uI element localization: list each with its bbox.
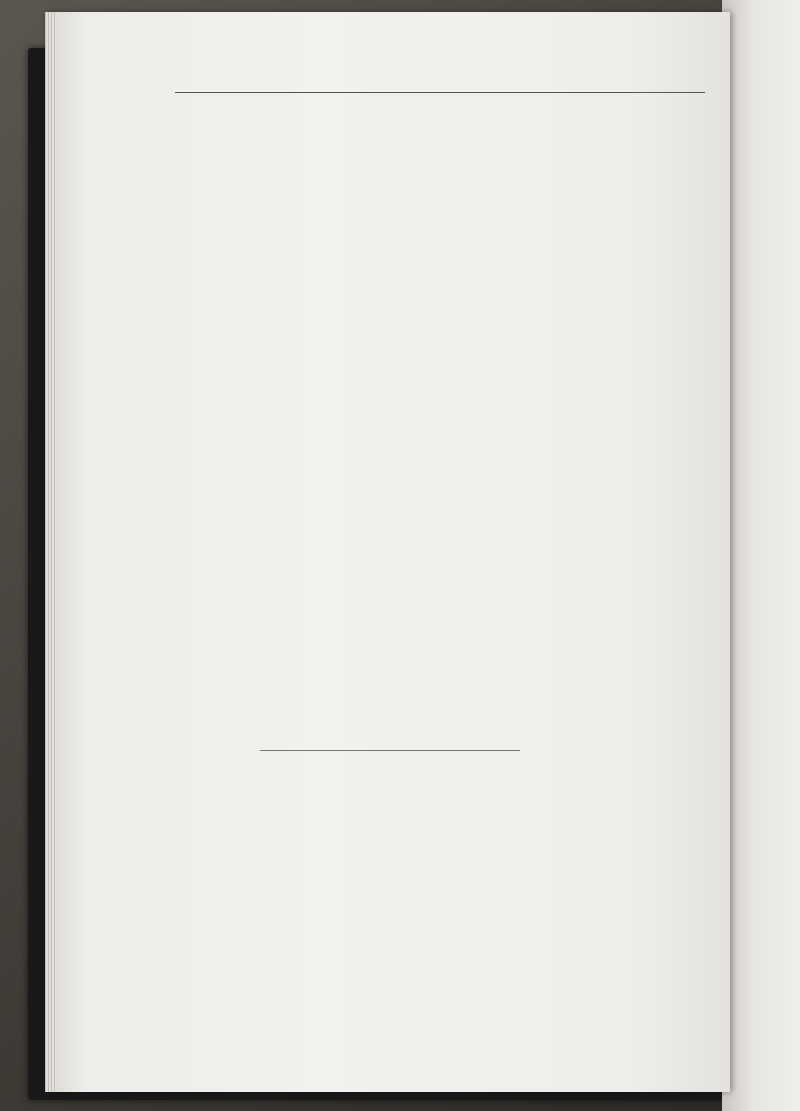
table-of-contents [175,70,705,95]
book-page [45,12,730,1092]
running-header [175,70,705,92]
colophon [190,738,720,757]
header-rule [175,92,705,93]
page-gutter [45,12,57,1092]
colophon-rule [260,750,520,751]
facing-page [722,0,800,1111]
